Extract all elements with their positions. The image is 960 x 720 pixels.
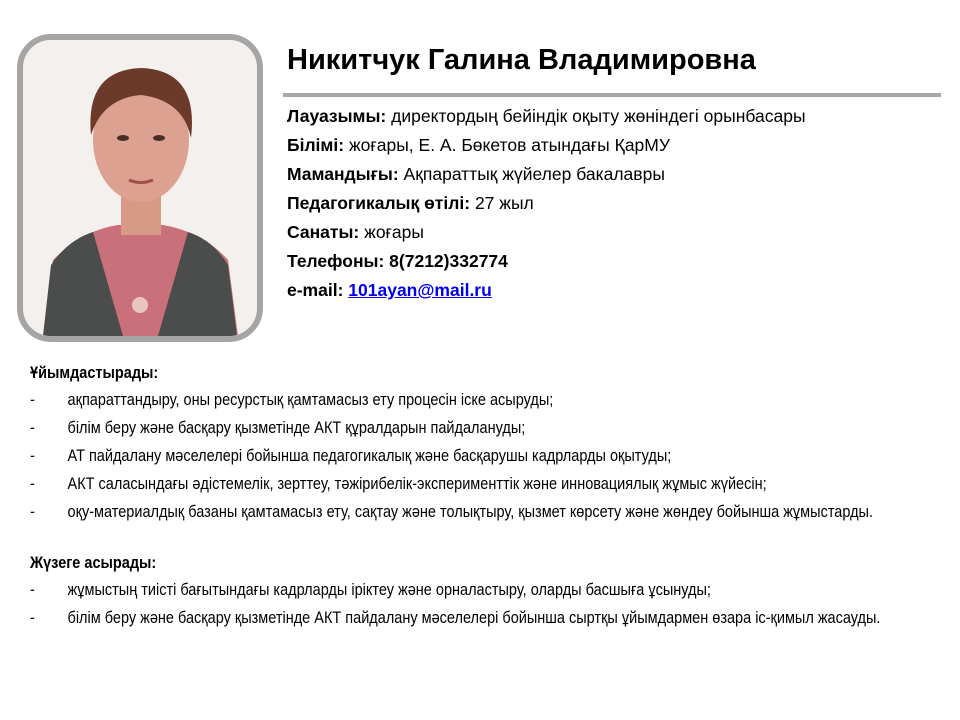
- list-item: - АТ пайдалану мәселелері бойынша педагогикалық және басқарушы кадрларды оқытуды;: [30, 446, 672, 465]
- info-position: Лауазымы: директордың бейіндік оқыту жөніндегі орынбасары: [287, 106, 806, 126]
- list-item: - жұмыстың тиісті бағытындағы кадрларды іріктеу және орналастыру, оларды басшыға ұсынуды;: [30, 580, 711, 599]
- list-item: - ақпараттандыру, оны ресурстық қамтамасыз ету процесін іске асыруды;: [30, 390, 554, 409]
- person-name: Никитчук Галина Владимировна: [287, 44, 756, 76]
- info-email: e-mail: 101ayan@mail.ru: [287, 280, 492, 300]
- info-block: [287, 102, 847, 305]
- divider: [283, 93, 941, 97]
- info-category: Санаты: жоғары: [287, 222, 424, 242]
- info-phone: Телефоны: 8(7212)332774: [287, 251, 508, 271]
- person-portrait-image: [23, 40, 257, 336]
- duties-section: [30, 360, 951, 634]
- list-item: - білім беру және басқару қызметінде АКТ құралдарын пайдалануды;: [30, 418, 526, 437]
- list-item: - АКТ саласындағы әдістемелік, зерттеу, тәжірибелік-эксперименттік және инновациялық жұмыс жүйесін;: [30, 474, 767, 493]
- info-education: Білімі: жоғары, Е. А. Бөкетов атындағы ҚарМУ: [287, 135, 670, 155]
- organizes-heading: Ұйымдастырады:: [30, 363, 159, 382]
- implements-heading: Жүзеге асырады:: [30, 553, 157, 572]
- portrait-photo: [17, 34, 263, 342]
- info-specialty: Мамандығы: Ақпараттық жүйелер бакалавры: [287, 164, 665, 184]
- list-item: - оқу-материалдық базаны қамтамасыз ету, сақтау және толықтыру, қызмет көрсету және жөндеу бойынша жұмыстарды.: [30, 502, 874, 521]
- list-item: - білім беру және басқару қызметінде АКТ пайдалану мәселелері бойынша сыртқы ұйымдармен өзара іс-қимыл жасауды.: [30, 608, 881, 627]
- email-link[interactable]: 101ayan@mail.ru: [348, 280, 492, 300]
- info-experience: Педагогикалық өтілі: 27 жыл: [287, 193, 534, 213]
